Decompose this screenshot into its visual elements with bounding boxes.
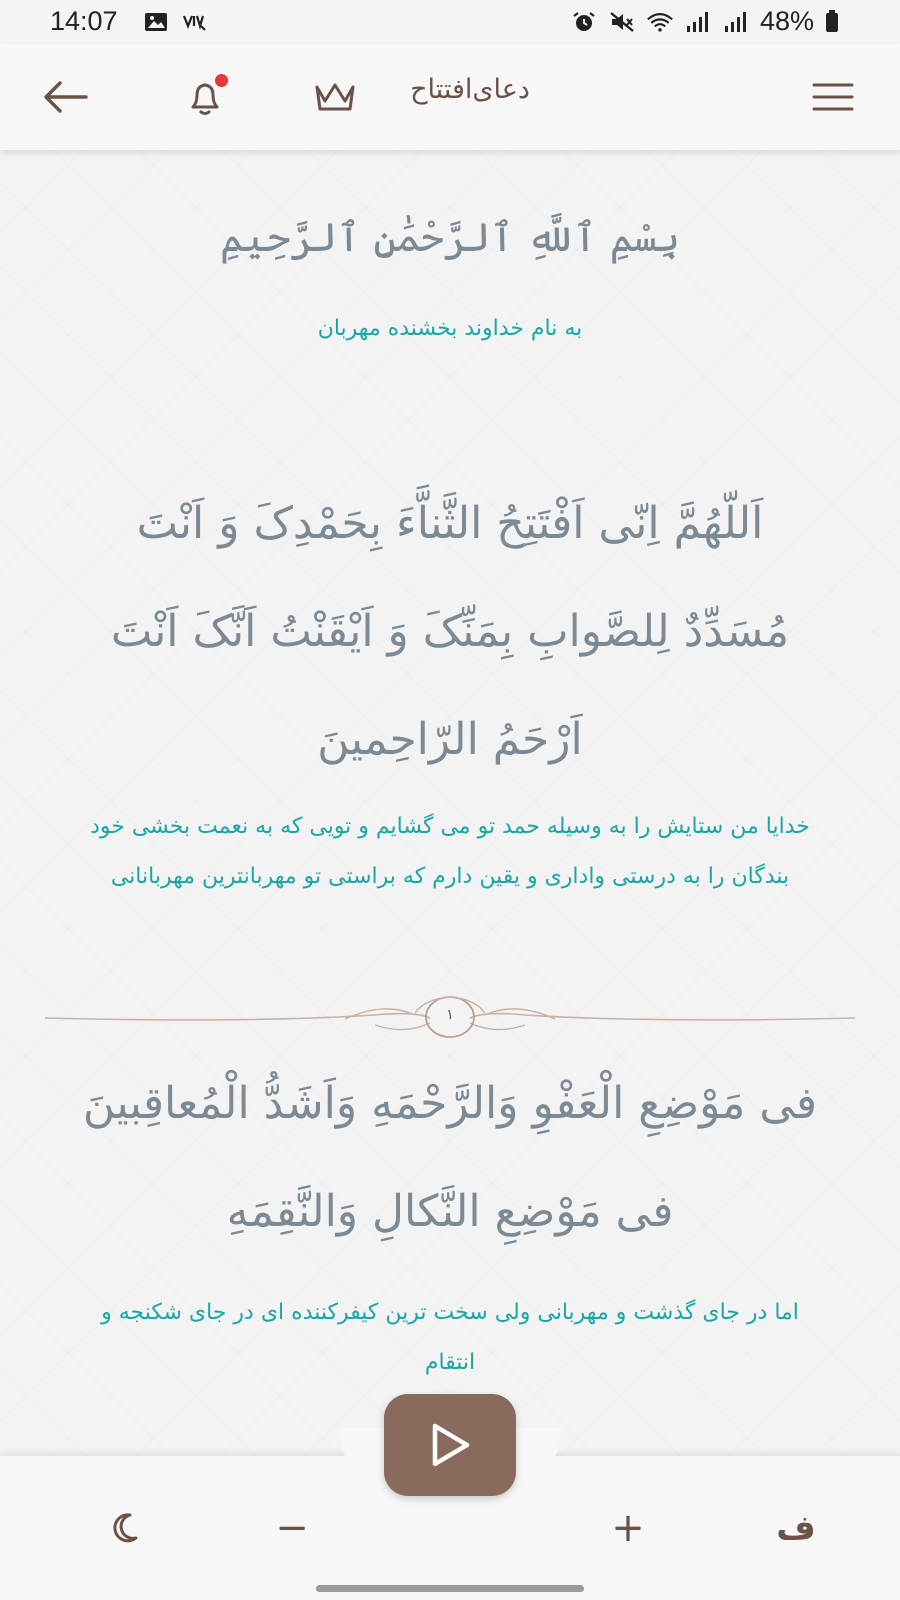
battery-percentage: 48%: [759, 6, 814, 36]
decrease-font-button[interactable]: −: [275, 1505, 309, 1551]
premium-button[interactable]: [310, 72, 360, 122]
verse-arabic: فی مَوْضِعِ الْعَفْوِ وَالرَّحْمَهِ وَاَشَدُّ الْمُعاقِبینَ فی مَوْضِعِ النَّکالِ وَالنَّقِمَهِ: [82, 1078, 818, 1237]
menu-button[interactable]: [808, 72, 858, 122]
battery-icon: [824, 10, 840, 34]
notification-badge: [215, 74, 228, 87]
back-button[interactable]: [40, 72, 90, 122]
app-bar: [0, 44, 900, 150]
font-button[interactable]: ف: [776, 1508, 816, 1548]
gallery-icon: [143, 10, 171, 34]
menu-icon: [812, 81, 854, 113]
mute-icon: [608, 10, 636, 34]
status-time: 14:07: [50, 6, 118, 36]
bismillah-translation: به نام خداوند بخشنده مهربان: [317, 316, 583, 341]
verse-arabic: اَللّهُمَّ اِنّی اَفْتَتِحُ الثَّناَّءَ بِحَمْدِکَ وَ اَنْتَ مُسَدِّدٌ لِلصَّوابِ بِمَنِّکَ وَ اَیْقَنْتُ اَنَّکَ اَنْتَ اَرْحَمُ الرّاحِمینَ: [110, 498, 790, 765]
notifications-button[interactable]: [180, 72, 230, 122]
increase-font-button[interactable]: +: [611, 1505, 645, 1551]
play-icon: [425, 1420, 475, 1470]
verse-number: ١: [446, 1007, 454, 1023]
bismillah-text: بِسْمِ ٱللَّهِ ٱلرَّحْمَٰنِ ٱلرَّحِيمِ: [219, 215, 681, 261]
back-arrow-icon: [42, 80, 88, 114]
crown-icon: [312, 79, 358, 115]
signal-icon: [684, 10, 712, 34]
alarm-icon: [570, 10, 598, 34]
verse-translation: خدایا من ستایش را به وسیله حمد تو می گشایم و تویی که به نعمت بخشی خود بندگان را به درستی واداری و یقین دارم که براستی تو مهربانترین مهربانانی: [90, 814, 810, 889]
play-button[interactable]: [384, 1394, 516, 1496]
wifi-icon: [646, 10, 674, 34]
verse-translation: اما در جای گذشت و مهربانی ولی سخت ترین کیفرکننده ای در جای شکنجه و انتقام: [101, 1300, 799, 1375]
voicemail-icon: [181, 10, 209, 34]
page-title: دعای‌افتتاح: [410, 74, 530, 105]
prayer-content[interactable]: [0, 150, 900, 1456]
night-mode-button[interactable]: [94, 1498, 154, 1558]
home-indicator[interactable]: [316, 1585, 584, 1592]
verse-divider: [45, 993, 855, 1043]
moon-icon: [106, 1510, 142, 1546]
signal-icon: [722, 10, 750, 34]
status-bar: [0, 0, 900, 44]
